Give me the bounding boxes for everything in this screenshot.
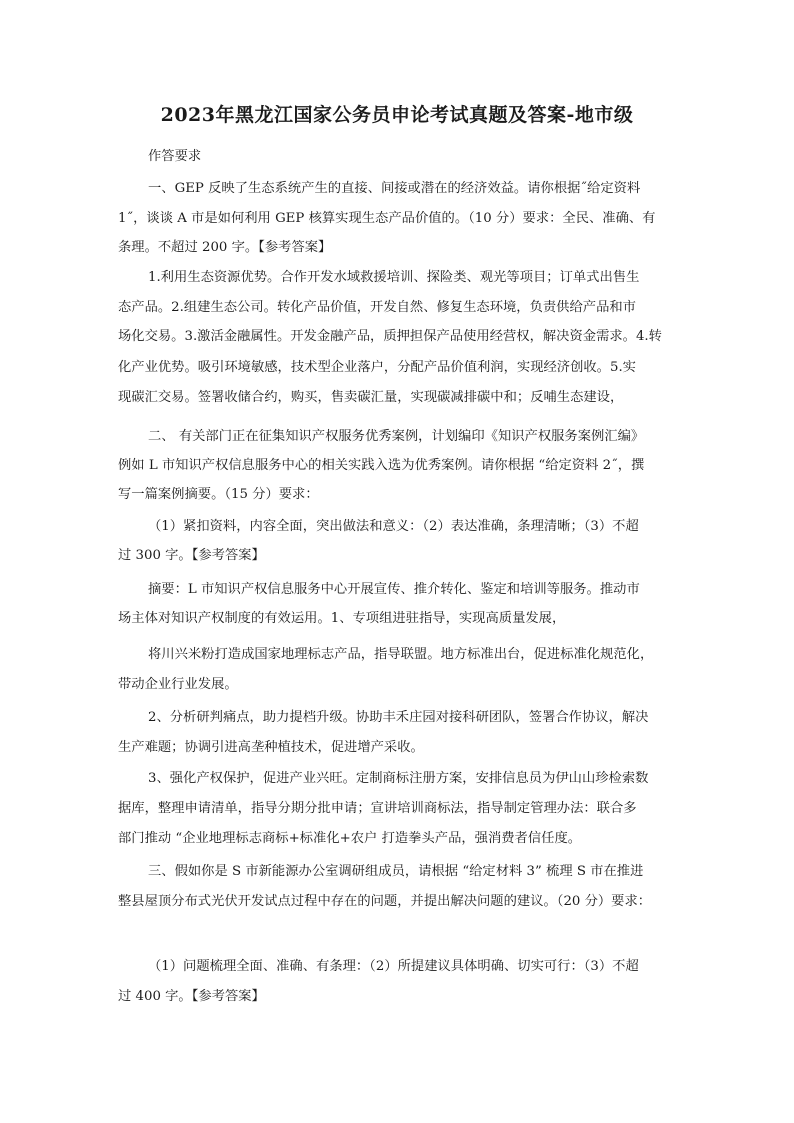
answer-2-line-3: 将川兴米粉打造成国家地理标志产品，指导联盟。地方标准出台，促进标准化规范化， (148, 647, 654, 662)
section-heading: 作答要求 (148, 149, 202, 164)
question-2-line-5: 过 300 字。【参考答案】 (118, 548, 265, 563)
question-1-line-3: 条理。不超过 200 字。【参考答案】 (118, 240, 332, 255)
answer-2-line-8: 据库，整理申请清单，指导分期分批申请；宣讲培训商标法，指导制定管理办法：联合多 (118, 801, 637, 816)
question-1-line-1: 一、GEP 反映了生态系统产生的直接、间接或潜在的经济效益。请你根据˝给定资料 (148, 181, 641, 196)
answer-2-line-2: 场主体对知识产权制度的有效运用。1、专项组进驻指导，实现高质量发展， (118, 611, 566, 626)
document-title: 2023年黑龙江国家公务员申论考试真题及答案-地市级 (160, 104, 634, 126)
question-2-line-1: 二、 有关部门正在征集知识产权服务优秀案例，计划编印《知识产权服务案例汇编》 (148, 429, 645, 444)
question-3-line-3: （1）问题梳理全面、准确、有条理：（2）所提建议具体明确、切实可行：（3）不超 (148, 959, 639, 974)
question-3-line-2: 整县屋顶分布式光伏开发试点过程中存在的问题，并提出解决问题的建议。（20 分）要求： (118, 894, 652, 909)
question-2-line-2: 例如 L 市知识产权信息服务中心的相关实践入选为优秀案例。请你根据 “给定资料 2˝，撰 (118, 458, 645, 473)
answer-1-line-3: 场化交易。3.激活金融属性。开发金融产品，质押担保产品使用经营权，解决资金需求。4.转 (118, 329, 662, 344)
answer-2-line-7: 3、强化产权保护，促进产业兴旺。定制商标注册方案，安排信息员为伊山山珍检索数 (148, 771, 649, 786)
answer-1-line-1: 1.利用生态资源优势。合作开发水域救援培训、探险类、观光等项目；订单式出售生 (148, 270, 640, 285)
question-3-line-4: 过 400 字。【参考答案】 (118, 989, 265, 1004)
answer-2-line-9: 部门推动 “企业地理标志商标+标准化+农户 打造拳头产品，强消费者信任度。 (118, 831, 582, 846)
question-3-line-1: 三、假如你是 S 市新能源办公室调研组成员，请根据 “给定材料 3” 梳理 S 市在推进 (148, 864, 644, 879)
answer-2-line-4: 带动企业行业发展。 (118, 677, 238, 692)
question-2-line-3: 写一篇案例摘要。（15 分）要求： (118, 487, 319, 502)
answer-2-line-6: 生产难题；协调引进高垄种植技术，促进增产采收。 (118, 740, 424, 755)
answer-1-line-4: 化产业优势。吸引环境敏感，技术型企业落户，分配产品价值利润，实现经济创收。5.实 (118, 360, 636, 375)
question-1-line-2: 1˝，谈谈 A 市是如何利用 GEP 核算实现生态产品价值的。（10 分）要求：全民、准确、有 (118, 211, 656, 226)
answer-2-line-1: 摘要：L 市知识产权信息服务中心开展宣传、推介转化、鉴定和培训等服务。推动市 (148, 582, 640, 597)
answer-1-line-5: 现碳汇交易。签署收储合约，购买，售卖碳汇量，实现碳减排碳中和；反哺生态建设， (118, 390, 624, 405)
answer-1-line-2: 态产品。2.组建生态公司。转化产品价值，开发自然、修复生态环境，负责供给产品和市 (118, 300, 636, 315)
question-2-line-4: （1）紧扣资料，内容全面，突出做法和意义：（2）表达准确，条理清晰；（3）不超 (148, 519, 639, 534)
answer-2-line-5: 2、分析研判痛点，助力提档升级。协助丰禾庄园对接科研团队，签署合作协议，解决 (148, 710, 649, 725)
